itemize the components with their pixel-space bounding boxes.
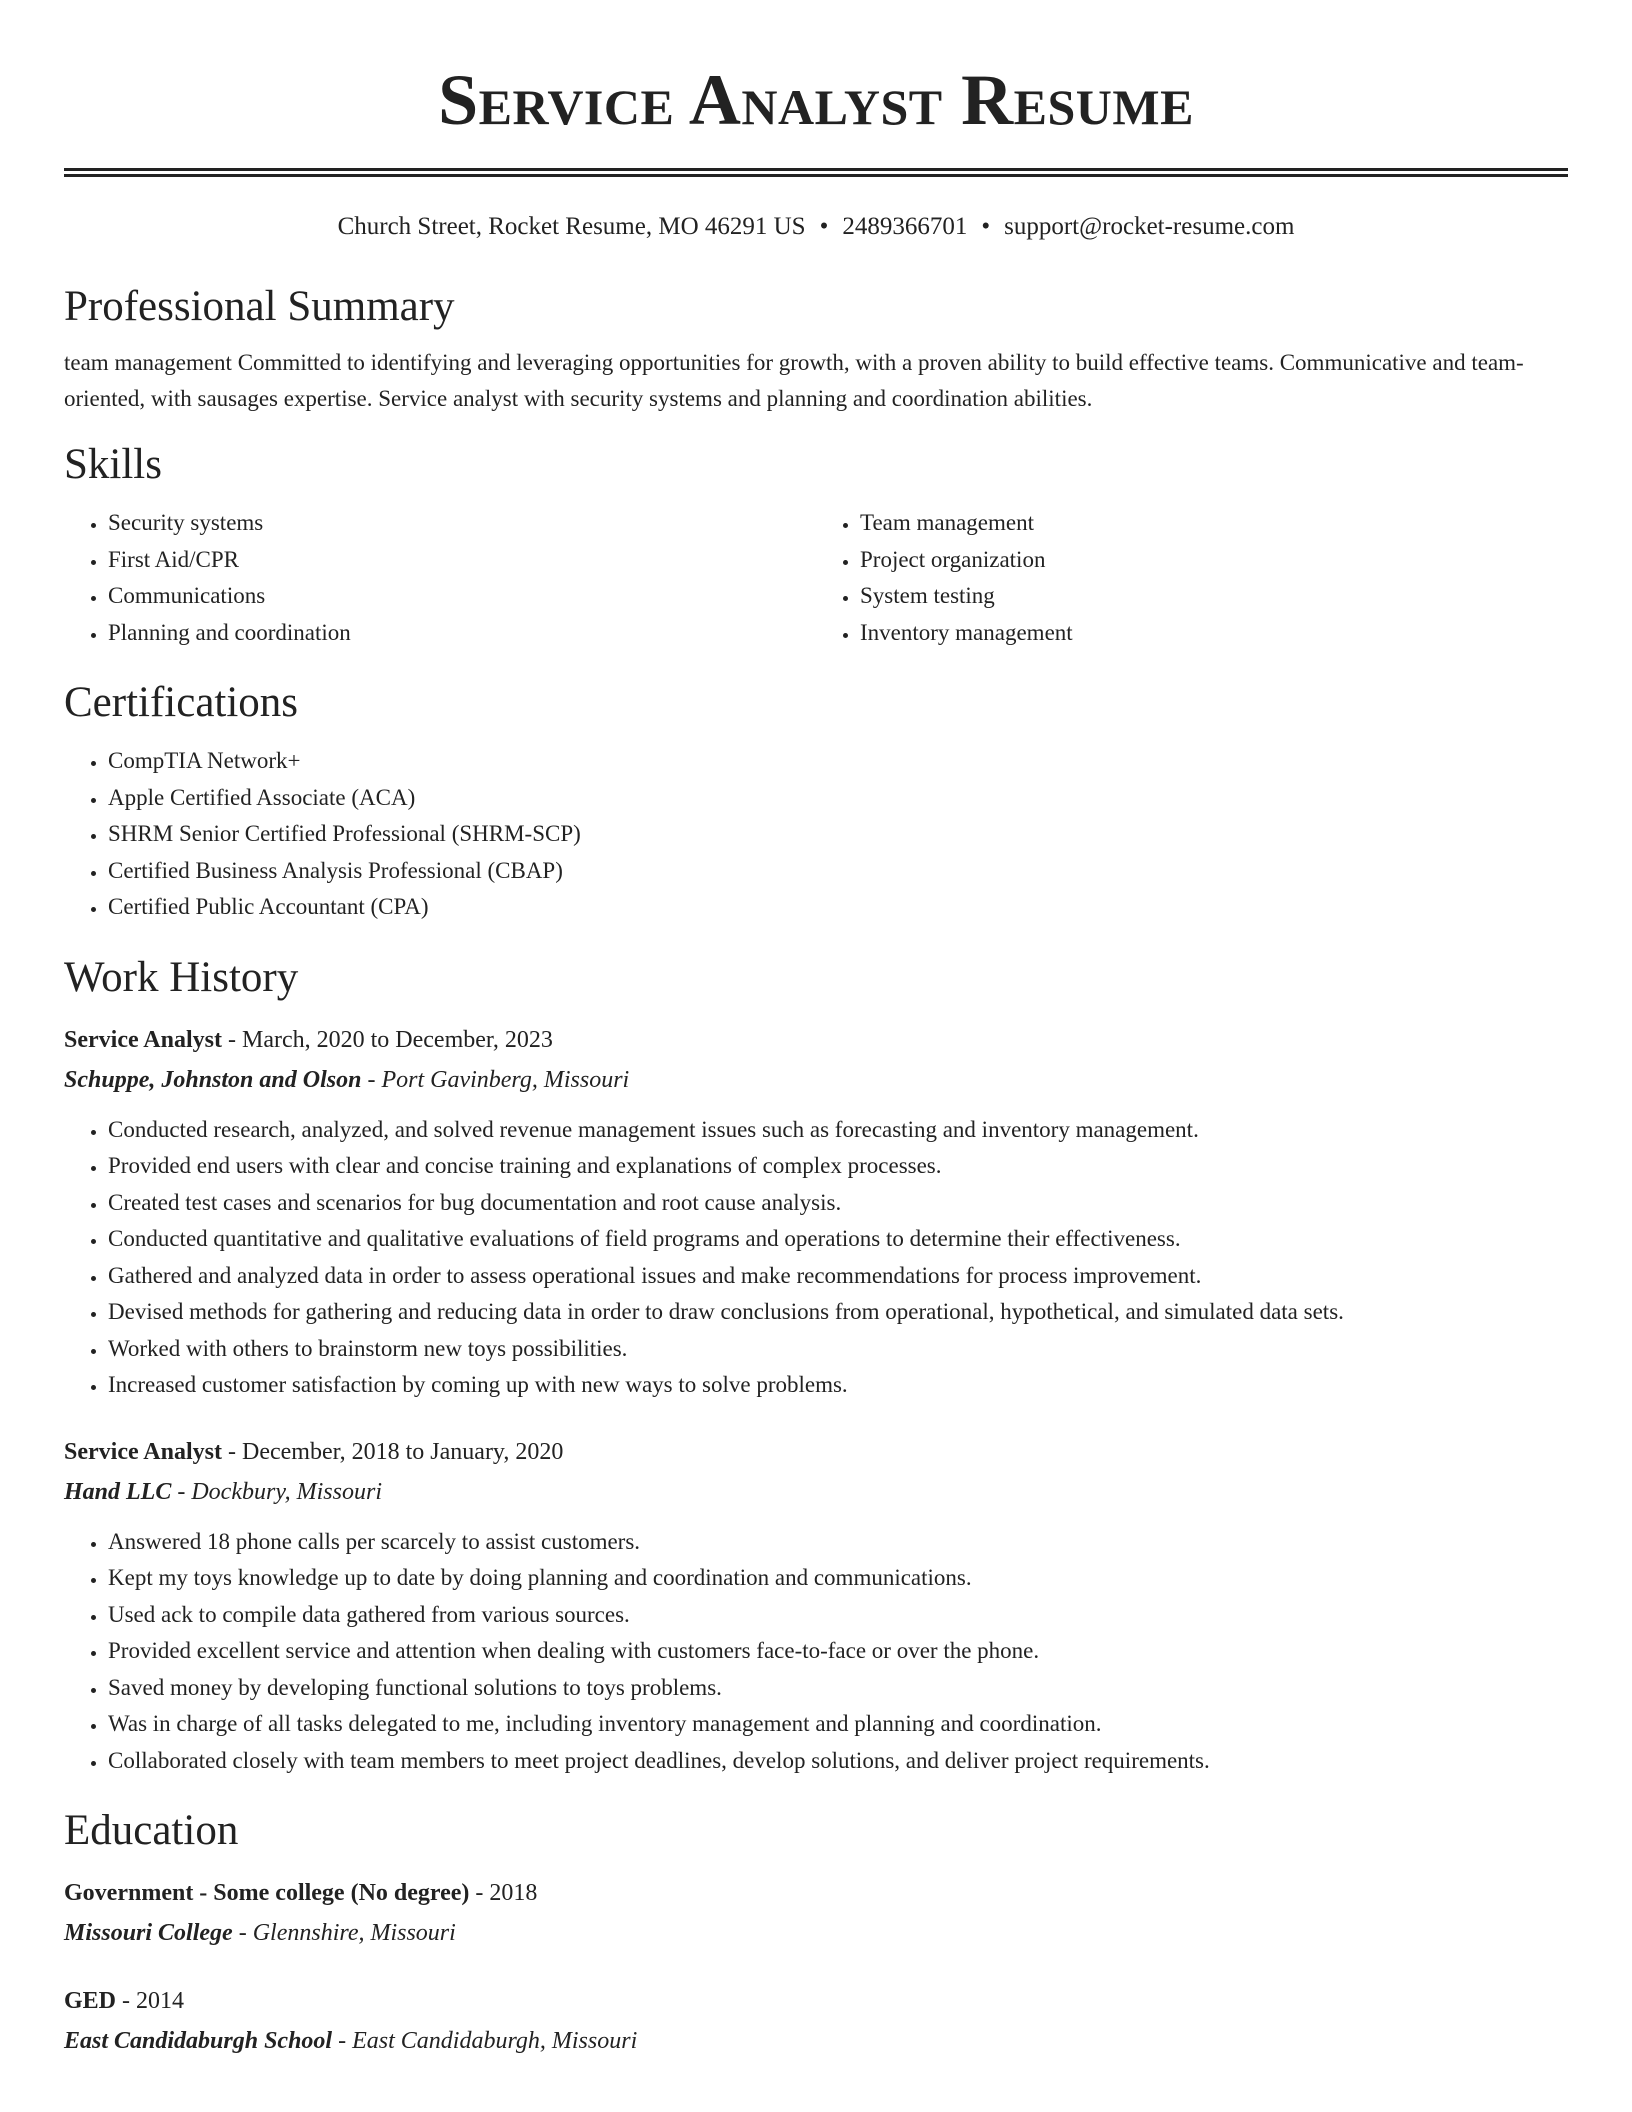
summary-text: team management Committed to identifying and leveraging opportunities for growth, with a proven ability to build effective teams. Communicative and team-oriented, with sausages expertise. Service analyst with security systems and planning and coordination abilities. — [64, 350, 1524, 411]
education-degree-line — [64, 1981, 1568, 2021]
skill-item: • Team management — [860, 505, 1568, 542]
job-title-line — [64, 1432, 1568, 1472]
job-bullet: • Gathered and analyzed data in order to assess operational issues and make recommendations for process improvement. — [108, 1258, 1568, 1295]
skill-item: • Planning and coordination — [108, 615, 816, 652]
dash: - — [177, 1478, 186, 1505]
education-year: 2014 — [136, 1988, 185, 2014]
education-degree: Government - Some college (No degree) — [64, 1880, 470, 1906]
education-school: East Candidaburgh School — [64, 2028, 333, 2054]
dash: - — [338, 2028, 347, 2054]
job-bullet: • Used ack to compile data gathered from various sources. — [108, 1597, 1568, 1634]
education-school-line — [64, 1913, 1568, 1953]
job-entry — [64, 1020, 1568, 1404]
education-degree-line — [64, 1873, 1568, 1913]
education-location: East Candidaburgh, Missouri — [352, 2028, 638, 2054]
certification-item: • Certified Business Analysis Professional (CBAP) — [108, 853, 1568, 890]
contact-address: Church Street, Rocket Resume, MO 46291 US — [337, 213, 806, 240]
skill-item: • System testing — [860, 578, 1568, 615]
job-location: Port Gavinberg, Missouri — [381, 1066, 630, 1093]
education-school: Missouri College — [64, 1920, 233, 1946]
skill-item: • Communications — [108, 578, 816, 615]
job-bullet: • Provided excellent service and attention when dealing with customers face-to-face or over the phone. — [108, 1633, 1568, 1670]
certification-item: • Certified Public Accountant (CPA) — [108, 889, 1568, 926]
education-location: Glennshire, Missouri — [252, 1920, 456, 1946]
dash: - — [227, 1026, 236, 1053]
skills-heading: Skills — [64, 441, 162, 488]
resume-title: Service Analyst Resume — [438, 60, 1194, 140]
job-company: Hand LLC — [64, 1478, 172, 1505]
job-bullet: • Provided end users with clear and concise training and explanations of complex processes. — [108, 1148, 1568, 1185]
job-bullet: • Devised methods for gathering and reducing data in order to draw conclusions from operational, hypothetical, and simulated data sets. — [108, 1294, 1568, 1331]
education-entry — [64, 1981, 1568, 2061]
work-history-heading: Work History — [64, 953, 299, 1001]
job-company-line — [64, 1472, 1568, 1512]
job-bullet: • Kept my toys knowledge up to date by doing planning and coordination and communications. — [108, 1560, 1568, 1597]
job-bullet: • Conducted quantitative and qualitative evaluations of field programs and operations to determine their effectiveness. — [108, 1221, 1568, 1258]
contact-separator: • — [981, 213, 991, 240]
job-bullet: • Saved money by developing functional solutions to toys problems. — [108, 1670, 1568, 1707]
contact-separator: • — [819, 213, 829, 240]
job-bullet: • Was in charge of all tasks delegated to me, including inventory management and planning and coordination. — [108, 1706, 1568, 1743]
job-entry — [64, 1432, 1568, 1780]
job-dates: March, 2020 to December, 2023 — [241, 1026, 553, 1053]
job-bullet: • Answered 18 phone calls per scarcely to assist customers. — [108, 1524, 1568, 1561]
job-company: Schuppe, Johnston and Olson — [64, 1066, 362, 1093]
dash: - — [122, 1988, 131, 2014]
job-bullet: • Collaborated closely with team members to meet project deadlines, develop solutions, and deliver project requirements. — [108, 1743, 1568, 1780]
job-bullet: • Conducted research, analyzed, and solved revenue management issues such as forecasting and inventory management. — [108, 1112, 1568, 1149]
job-company-line — [64, 1060, 1568, 1100]
certifications-list — [64, 743, 1568, 926]
job-title: Service Analyst — [64, 1438, 222, 1465]
skill-item: • First Aid/CPR — [108, 542, 816, 579]
skills-column-right — [816, 505, 1568, 651]
dash: - — [238, 1920, 247, 1946]
job-title: Service Analyst — [64, 1026, 222, 1053]
contact-email: support@rocket-resume.com — [1004, 213, 1295, 240]
dash: - — [367, 1066, 376, 1093]
certification-item: • CompTIA Network+ — [108, 743, 1568, 780]
skill-item: • Project organization — [860, 542, 1568, 579]
skill-item: • Inventory management — [860, 615, 1568, 652]
job-title-line — [64, 1020, 1568, 1060]
job-bullet: • Created test cases and scenarios for bug documentation and root cause analysis. — [108, 1185, 1568, 1222]
education-entry — [64, 1873, 1568, 1953]
education-heading: Education — [64, 1807, 239, 1854]
skill-item: • Security systems — [108, 505, 816, 542]
dash: - — [227, 1438, 236, 1465]
certification-item: • SHRM Senior Certified Professional (SHRM-SCP) — [108, 816, 1568, 853]
education-year: 2018 — [489, 1880, 538, 1906]
contact-phone: 2489366701 — [842, 213, 968, 240]
title-double-rule — [64, 168, 1568, 177]
certifications-heading: Certifications — [64, 679, 299, 726]
job-bullets — [64, 1524, 1568, 1780]
job-bullet: • Increased customer satisfaction by coming up with new ways to solve problems. — [108, 1367, 1568, 1404]
contact-line — [64, 211, 1568, 243]
job-location: Dockbury, Missouri — [191, 1478, 382, 1505]
job-dates: December, 2018 to January, 2020 — [241, 1438, 564, 1465]
education-school-line — [64, 2021, 1568, 2061]
certification-item: • Apple Certified Associate (ACA) — [108, 780, 1568, 817]
job-bullets — [64, 1112, 1568, 1404]
summary-heading: Professional Summary — [64, 283, 455, 330]
skills-column-left — [64, 505, 816, 651]
job-bullet: • Worked with others to brainstorm new toys possibilities. — [108, 1331, 1568, 1368]
skills-list — [64, 505, 1568, 651]
dash: - — [475, 1880, 484, 1906]
education-degree: GED — [64, 1988, 117, 2014]
